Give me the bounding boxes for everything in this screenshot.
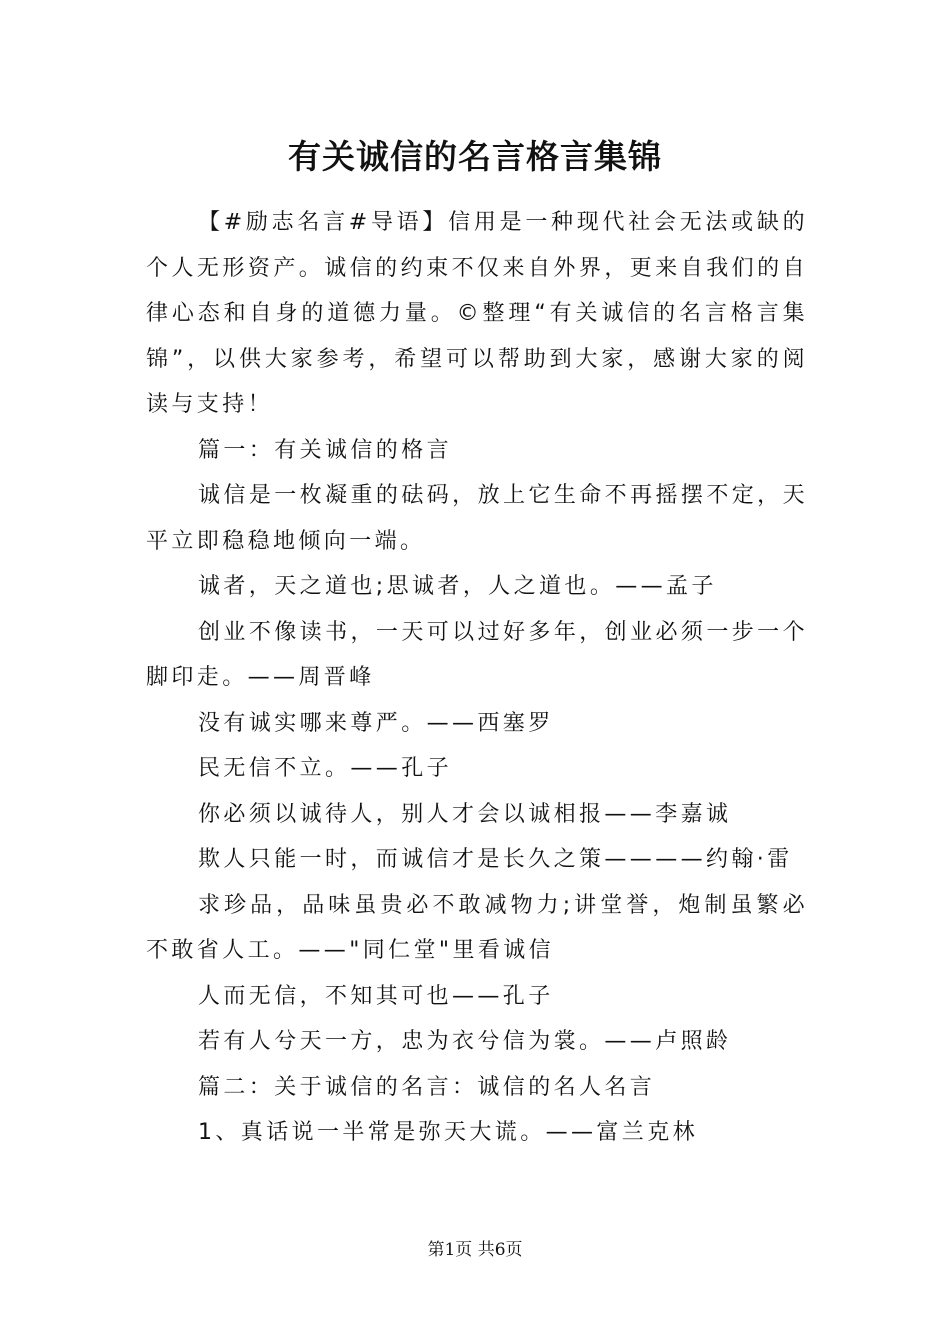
quote-paragraph: 欺人只能一时，而诚信才是长久之策————约翰·雷 xyxy=(198,847,793,872)
page-footer: 第1页 共6页 xyxy=(427,1240,523,1260)
quote-paragraph: 人而无信，不知其可也——孔子 xyxy=(198,983,554,1009)
document-title: 有关诚信的名言格言集锦 xyxy=(288,137,662,176)
quote-paragraph: 诚信是一枚凝重的砝码，放上它生命不再摇摆不定，天平立即稳稳地倾向一端。 xyxy=(146,483,808,554)
quote-paragraph: 没有诚实哪来尊严。——西塞罗 xyxy=(198,710,554,736)
quote-paragraph: 求珍品，品味虽贵必不敢减物力;讲堂誉，炮制虽繁必不敢省人工。——"同仁堂"里看诚信 xyxy=(146,892,808,963)
section-heading-2: 篇二：关于诚信的名言：诚信的名人名言 xyxy=(198,1074,656,1100)
intro-paragraph: 【#励志名言#导语】信用是一种现代社会无法或缺的个人无形资产。诚信的约束不仅来自外界，更来自我们的自律心态和自身的道德力量。©整理“有关诚信的名言格言集锦”，以供大家参考，希望可以帮助到大家，感谢大家的阅读与支持！ xyxy=(146,210,808,417)
document-body xyxy=(146,200,808,1156)
quote-paragraph: 诚者，天之道也;思诚者，人之道也。——孟子 xyxy=(198,574,717,599)
quote-paragraph: 民无信不立。——孔子 xyxy=(198,756,453,781)
quote-paragraph: 1、真话说一半常是弥天大谎。——富兰克林 xyxy=(198,1120,698,1145)
quote-paragraph: 若有人兮天一方，忠为衣兮信为裳。——卢照龄 xyxy=(198,1029,732,1054)
quote-paragraph: 创业不像读书，一天可以过好多年，创业必须一步一个脚印走。——周晋峰 xyxy=(146,619,808,690)
quote-paragraph: 你必须以诚待人，别人才会以诚相报——李嘉诚 xyxy=(198,801,732,827)
section-heading-1: 篇一：有关诚信的格言 xyxy=(198,437,453,463)
